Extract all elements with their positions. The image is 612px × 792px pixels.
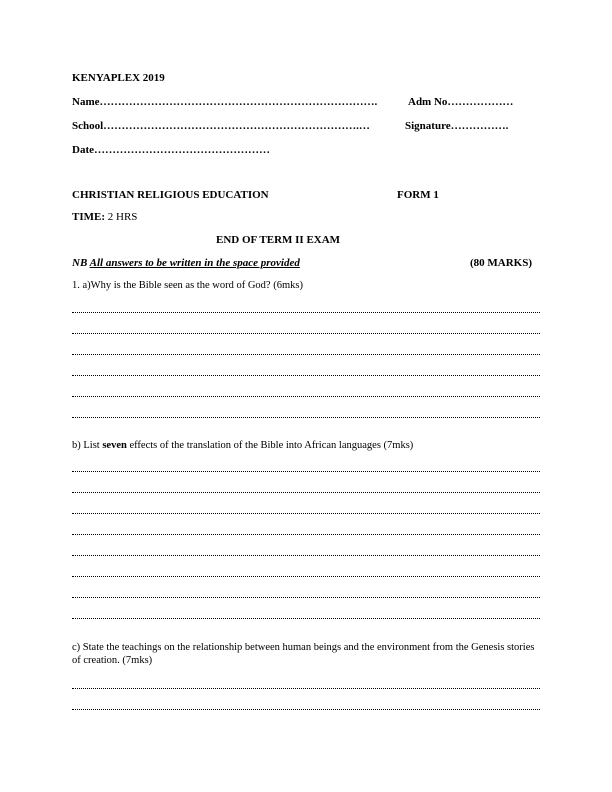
answer-line[interactable]: [72, 333, 540, 334]
answer-line[interactable]: [72, 688, 540, 689]
answer-line[interactable]: [72, 492, 540, 493]
answer-line[interactable]: [72, 354, 540, 355]
signature-field[interactable]: Signature…………….: [405, 120, 509, 132]
answer-line[interactable]: [72, 709, 540, 710]
question-1c: c) State the teachings on the relationship between human beings and the environment from the Genesis stories of creation. (7mks): [72, 642, 535, 666]
nb-text: All answers to be written in the space provided: [89, 257, 300, 269]
total-marks: (80 MARKS): [470, 257, 533, 269]
school-field[interactable]: School…………………………………………………………….…: [72, 120, 370, 132]
form-label: FORM 1: [397, 189, 439, 201]
question-1a: 1. a)Why is the Bible seen as the word of God? (6mks): [72, 280, 303, 291]
answer-line[interactable]: [72, 312, 540, 313]
time-label: TIME:: [72, 211, 105, 223]
answer-line[interactable]: [72, 618, 540, 619]
time-value: 2 HRS: [107, 211, 138, 223]
name-field[interactable]: Name………………………………………………………………….: [72, 96, 378, 108]
adm-no-field[interactable]: Adm No………………: [408, 96, 514, 108]
exam-title: END OF TERM II EXAM: [216, 234, 341, 246]
subject-title: CHRISTIAN RELIGIOUS EDUCATION: [72, 189, 269, 201]
answer-line[interactable]: [72, 555, 540, 556]
answer-line[interactable]: [72, 513, 540, 514]
nb-note: [72, 257, 300, 269]
answer-line[interactable]: [72, 417, 540, 418]
school-tag: KENYAPLEX 2019: [72, 72, 165, 84]
question-1b-emphasis: seven: [102, 440, 127, 451]
answer-line[interactable]: [72, 471, 540, 472]
answer-line[interactable]: [72, 375, 540, 376]
question-1b: [72, 440, 413, 451]
date-field[interactable]: Date…………………………………………: [72, 144, 270, 156]
nb-prefix: NB: [72, 257, 88, 269]
answer-line[interactable]: [72, 534, 540, 535]
answer-line[interactable]: [72, 597, 540, 598]
question-1b-pre: b) List: [72, 440, 103, 451]
answer-line[interactable]: [72, 396, 540, 397]
question-1b-post: effects of the translation of the Bible into African languages (7mks): [126, 440, 414, 451]
answer-line[interactable]: [72, 576, 540, 577]
time-line: [72, 211, 137, 223]
